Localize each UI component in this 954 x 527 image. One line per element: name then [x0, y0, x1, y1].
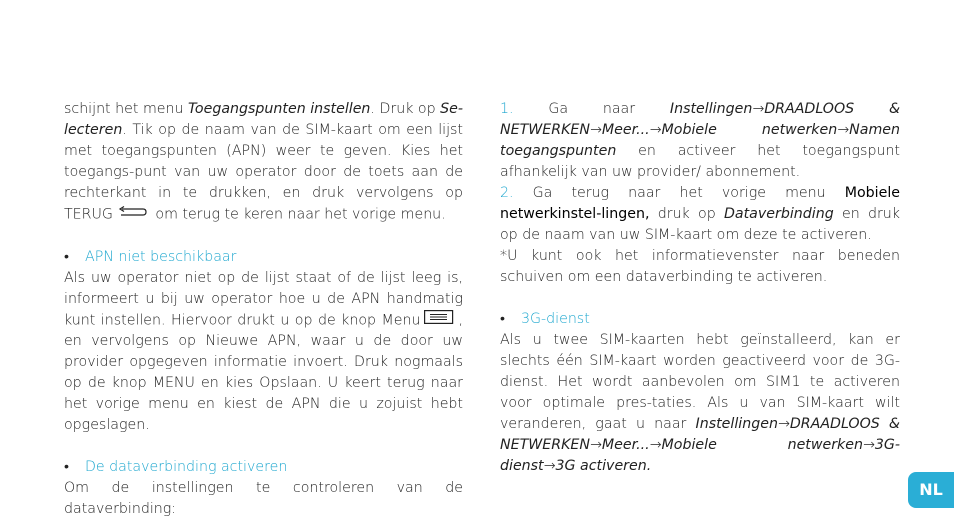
- menu-name: Mobiele netwerkinstel-lingen,: [500, 185, 900, 222]
- menu-path: DRAADLOOS & NETWERKEN: [500, 416, 900, 453]
- data-heading: [64, 457, 463, 478]
- arrow-icon: →: [543, 458, 556, 474]
- text: Als u twee SIM-kaarten hebt geïnstalleerd, kan er slechts één SIM-kaart worden geactiveerd voor de 3G-dienst. Het wordt aanbevolen om SIM1 te activeren voor optimale pres-taties. Als u van SIM-kaart wilt veranderen, gaat u naar: [500, 332, 900, 432]
- bullet: •: [64, 459, 69, 475]
- step-number: 2.: [500, 185, 514, 201]
- arrow-icon: →: [837, 122, 850, 138]
- text: om terug te keren naar het vorige menu.: [150, 206, 446, 223]
- 3g-paragraph: [500, 330, 900, 477]
- bullet: •: [64, 248, 69, 265]
- heading-text: APN niet beschikbaar: [85, 248, 237, 265]
- text: en activeer het toegangspunt afhankelijk van uw provider/ abonnement.: [500, 143, 900, 180]
- apn-paragraph: [64, 268, 463, 437]
- step-2: [500, 183, 900, 246]
- menu-path: Meer...: [601, 437, 650, 453]
- arrow-icon: →: [589, 437, 602, 453]
- language-badge: NL: [908, 472, 954, 508]
- bullet: •: [500, 311, 505, 327]
- text: druk op: [649, 206, 724, 222]
- arrow-icon: →: [589, 122, 602, 138]
- menu-path: Instellingen: [695, 416, 778, 432]
- note: *U kunt ook het informatievenster naar beneden schuiven om een dataverbinding te activeren.: [500, 248, 900, 285]
- arrow-icon: →: [649, 437, 662, 453]
- arrow-icon: →: [752, 101, 765, 117]
- heading-text: De dataverbinding activeren: [85, 459, 288, 475]
- menu-name: Toegangspunten instellen: [188, 101, 371, 117]
- text: Ga naar: [513, 101, 670, 117]
- text: Als uw operator niet op de lijst staat of de lijst leeg is, informeert u bij uw operator hoe u de APN handmatig kunt instellen. Hiervoor drukt u op de knop Menu: [64, 269, 463, 328]
- menu-name: Se-lecteren: [64, 101, 463, 138]
- text: Om de instellingen te controleren van de dataverbinding:: [64, 480, 463, 517]
- data-paragraph: [64, 478, 463, 520]
- step-1: [500, 99, 900, 183]
- menu-path: Mobiele netwerken: [661, 437, 863, 453]
- menu-path: Instellingen: [669, 101, 753, 117]
- apn-heading: [64, 247, 463, 268]
- heading-text: 3G-dienst: [521, 311, 590, 327]
- arrow-icon: →: [649, 122, 662, 138]
- right-column: [500, 99, 900, 477]
- text: , en vervolgens op Nieuwe APN, waar u de door uw provider opgegeven informatie invoert. Druk nogmaals op de knop MENU en kies Opslaan. U keert terug naar het vorige menu en kiest de APN die u zojuist hebt opgeslagen.: [64, 312, 463, 433]
- 3g-heading: [500, 309, 900, 330]
- step-number: 1.: [500, 101, 514, 117]
- arrow-icon: →: [777, 416, 790, 432]
- menu-name: Dataverbinding: [723, 206, 834, 222]
- menu-path: DRAADLOOS & NETWERKEN: [500, 101, 901, 138]
- menu-path: 3G-dienst: [500, 437, 900, 474]
- intro-paragraph: [64, 99, 463, 226]
- menu-path: Namen toegangspunten: [500, 122, 900, 159]
- text: . Druk op: [370, 101, 441, 117]
- text: Ga terug naar het vorige menu: [513, 185, 845, 201]
- text: en druk op de naam van uw SIM-kaart om deze te activeren.: [500, 206, 900, 243]
- text: . Tik op de naam van de SIM-kaart om een lijst met toegangspunten (APN) weer te geven. Kies het toegangs-punt van uw operator door de toets aan de rechterkant in te drukken, en druk vervolgens op TERUG: [64, 122, 463, 223]
- text: schijnt het menu: [64, 101, 188, 117]
- menu-path: 3G activeren.: [555, 458, 652, 474]
- menu-icon: [424, 310, 454, 331]
- left-column: [64, 99, 463, 520]
- back-icon: [117, 204, 147, 225]
- menu-path: Meer...: [601, 122, 650, 138]
- menu-path: Mobiele netwerken: [661, 122, 838, 138]
- arrow-icon: →: [862, 437, 875, 453]
